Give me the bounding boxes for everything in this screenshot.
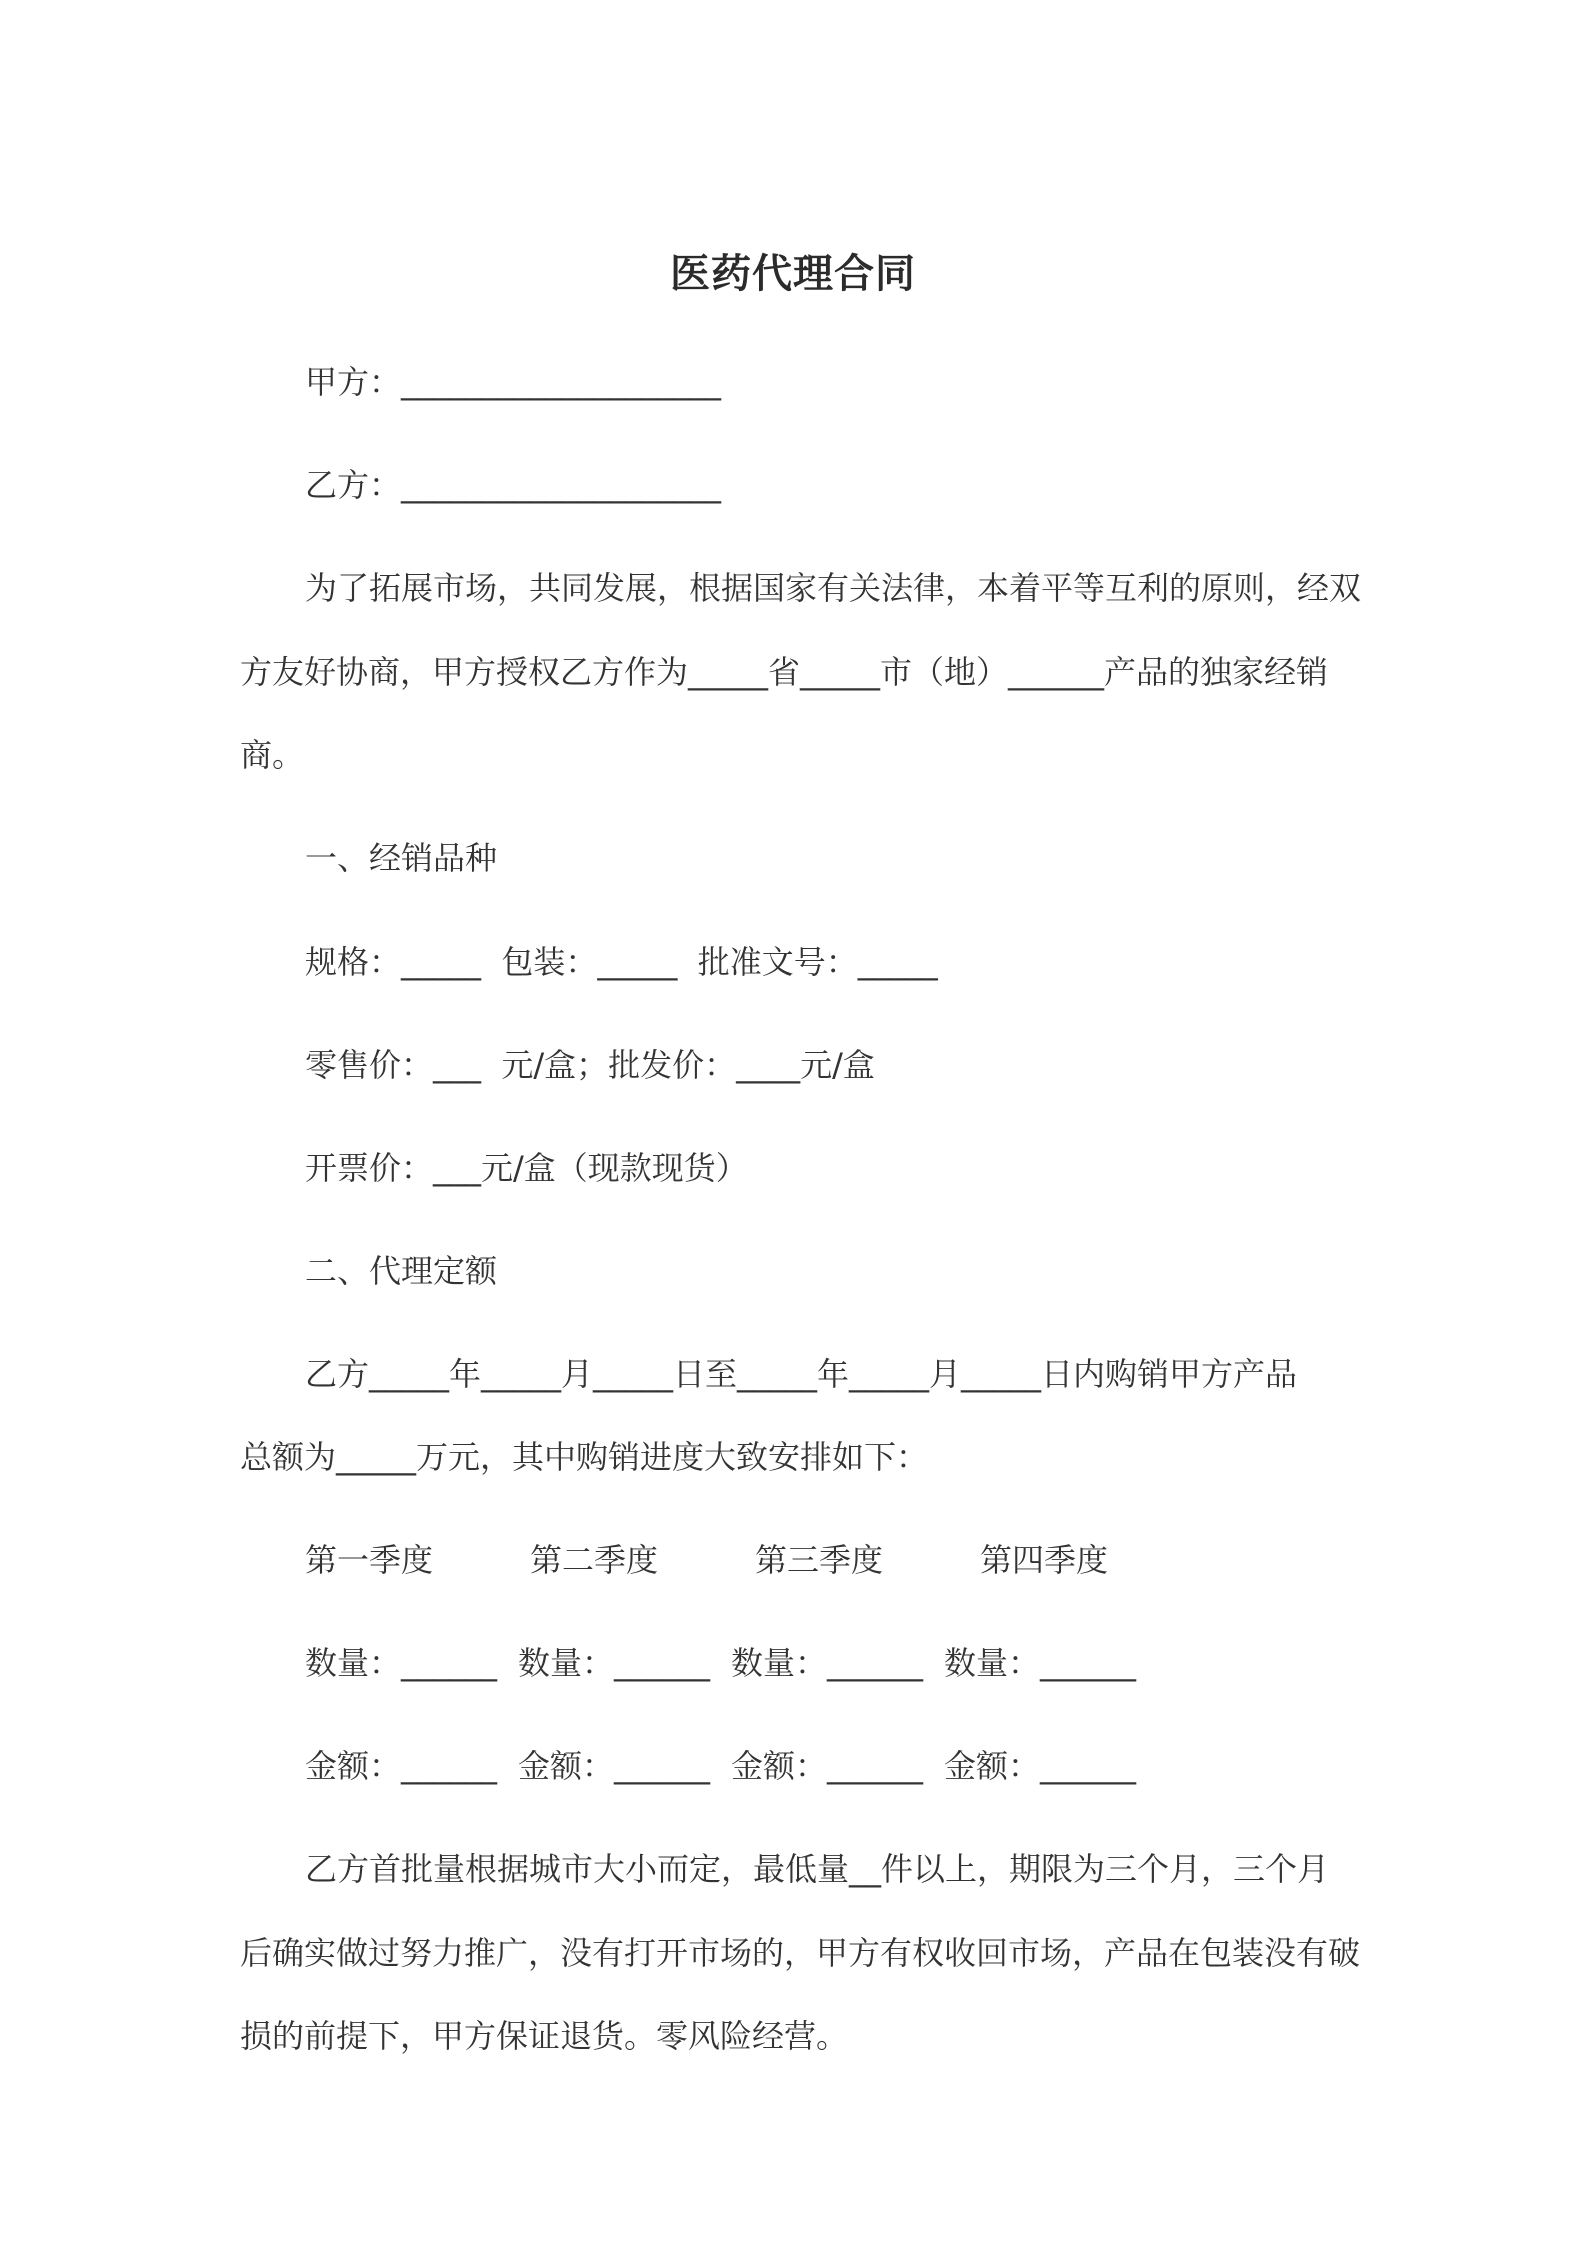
party-b-line: 乙方：____________________ [305, 466, 722, 504]
section-1-heading: 一、经销品种 [305, 839, 498, 877]
quantity-q1: 数量：______ [305, 1644, 498, 1682]
quarter-4-label: 第四季度 [980, 1541, 1109, 1579]
intro-line-1: 为了拓展市场，共同发展，根据国家有关法律，本着平等互利的原则，经双 [305, 569, 1362, 607]
document-title: 医药代理合同 [670, 251, 916, 297]
quarter-3-label: 第三季度 [755, 1541, 884, 1579]
amount-q4: 金额：______ [944, 1747, 1137, 1785]
closing-line-1: 乙方首批量根据城市大小而定，最低量__件以上，期限为三个月，三个月 [305, 1850, 1330, 1888]
section-2-heading: 二、代理定额 [305, 1252, 498, 1290]
amount-q1: 金额：______ [305, 1747, 498, 1785]
spec-line: 规格：_____ 包装：_____ 批准文号：_____ [305, 943, 938, 981]
quantity-q2: 数量：______ [518, 1644, 711, 1682]
amount-q2: 金额：______ [518, 1747, 711, 1785]
quantity-q4: 数量：______ [944, 1644, 1137, 1682]
period-line-1: 乙方_____年_____月_____日至_____年_____月_____日内购销甲方产品 [305, 1355, 1298, 1393]
intro-line-2: 方友好协商，甲方授权乙方作为_____省_____市（地）______产品的独家经销 [240, 653, 1329, 691]
amount-q3: 金额：______ [731, 1747, 924, 1785]
intro-line-3: 商。 [240, 736, 305, 774]
period-line-2: 总额为_____万元，其中购销进度大致安排如下： [240, 1438, 929, 1476]
closing-line-2: 后确实做过努力推广，没有打开市场的，甲方有权收回市场，产品在包装没有破 [240, 1934, 1361, 1972]
quantity-q3: 数量：______ [731, 1644, 924, 1682]
invoice-price-line: 开票价：___元/盒（现款现货） [305, 1149, 748, 1187]
quarter-1-label: 第一季度 [305, 1541, 434, 1579]
quarter-2-label: 第二季度 [530, 1541, 659, 1579]
party-a-line: 甲方：____________________ [305, 363, 722, 401]
closing-line-3: 损的前提下，甲方保证退货。零风险经营。 [240, 2017, 849, 2055]
price-line: 零售价：___ 元/盒；批发价：____元/盒 [305, 1046, 875, 1084]
